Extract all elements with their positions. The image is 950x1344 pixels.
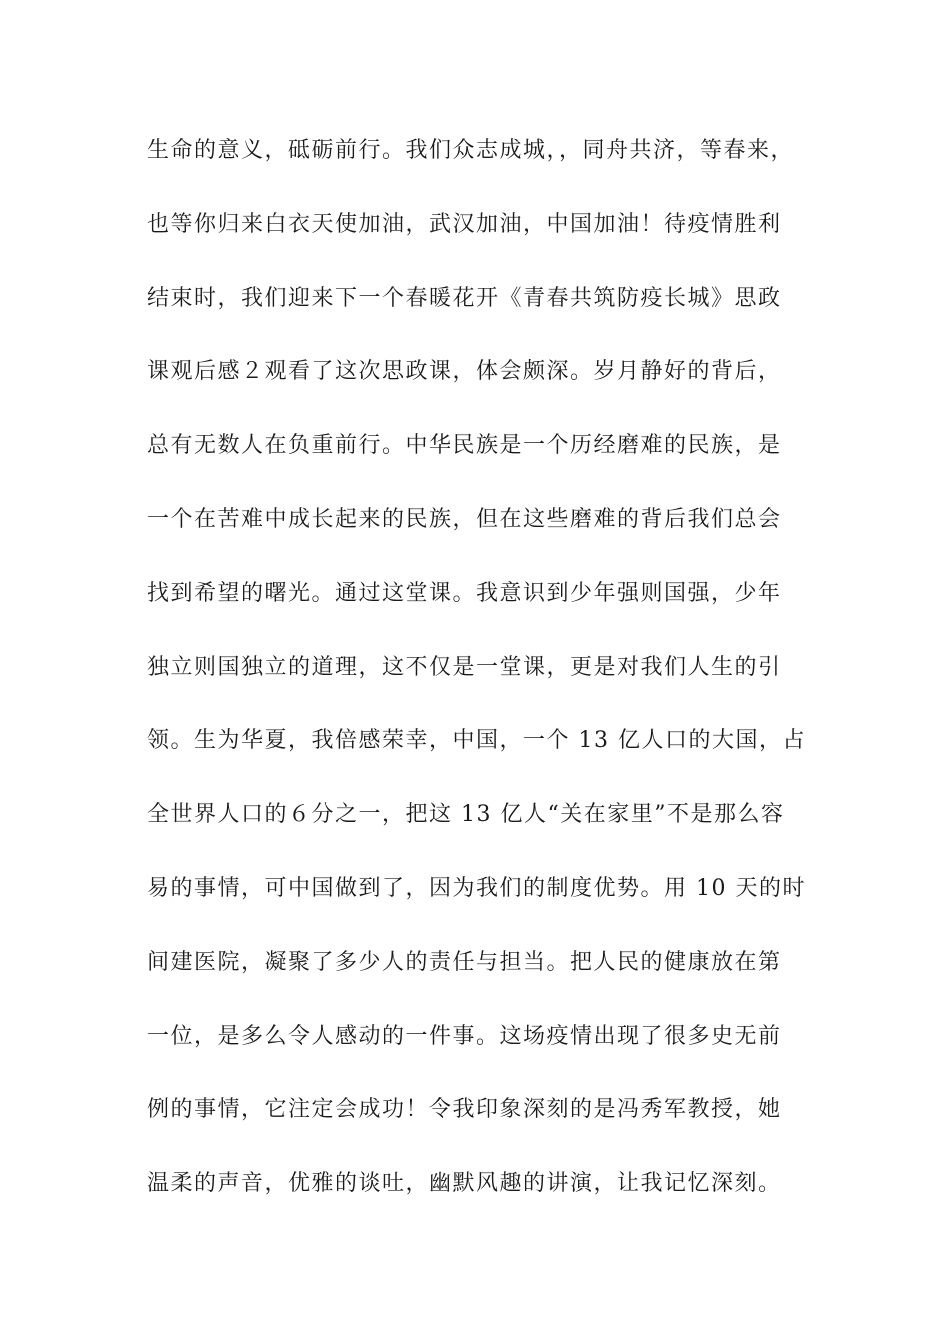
text-line: 也等你归来白衣天使加油，武汉加油，中国加油！待疫情胜利 [147,211,782,237]
text-line: 一位，是多么令人感动的一件事。这场疫情出现了很多史无前 [147,1023,782,1049]
text-line: 生命的意义，砥砺前行。我们众志成城，，同舟共济，等春来， [147,138,795,163]
text-line: 独立则国独立的道理，这不仅是一堂课，更是对我们人生的引 [147,654,782,680]
text-line: 温柔的声音，优雅的谈吐，幽默风趣的讲演，让我记忆深刻。 [147,1171,782,1197]
text-line: 领。生为华夏，我倍感荣幸，中国，一个 13 亿人口的大国，占 [147,728,806,754]
text-line: 总有无数人在负重前行。中华民族是一个历经磨难的民族，是 [147,433,782,459]
text-line: 全世界人口的６分之一，把这 13 亿人“关在家里”不是那么容 [147,802,785,828]
text-line: 间建医院，凝聚了多少人的责任与担当。把人民的健康放在第 [147,949,782,975]
text-line: 找到希望的曙光。通过这堂课。我意识到少年强则国强，少年 [147,580,782,606]
text-line: 易的事情，可中国做到了，因为我们的制度优势。用 10 天的时 [147,875,806,901]
body-text [147,131,817,1238]
text-line: 一个在苦难中成长起来的民族，但在这些磨难的背后我们总会 [147,506,782,532]
text-line: 结束时，我们迎来下一个春暖花开《青春共筑防疫长城》思政 [147,285,782,311]
text-line: 课观后感２观看了这次思政课，体会颇深。岁月静好的背后， [147,359,782,385]
text-line: 例的事情，它注定会成功！令我印象深刻的是冯秀军教授，她 [147,1097,782,1123]
